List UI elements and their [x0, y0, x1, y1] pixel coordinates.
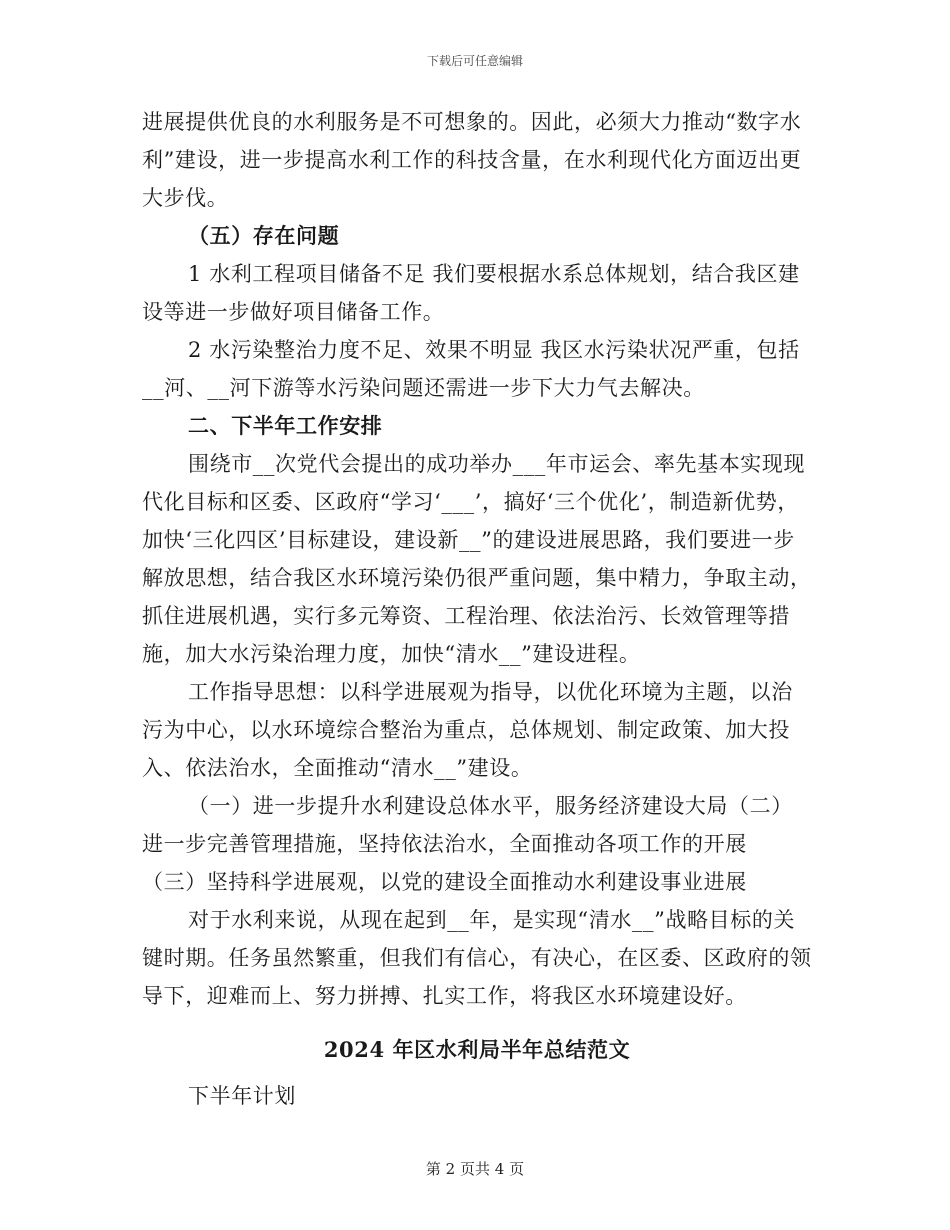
problem-item-2: 2 水污染整治力度不足、效果不明显 我区水污染状况严重，包括__河、__河下游等水污染问题还需进一步下大力气去解决。	[142, 338, 800, 400]
heading-second-half-plan: 二、下半年工作安排	[188, 413, 383, 438]
task-items-line-1: （一）进一步提升水利建设总体水平，服务经济建设大局（二）	[188, 794, 793, 818]
paragraph-guiding-thought: 工作指导思想：以科学进展观为指导，以优化环境为主题，以治污为中心，以水环境综合整治为重点，总体规划、制定政策、加大投入、依法治水，全面推动“清水__”建设。	[142, 680, 793, 780]
paragraph-task-items	[142, 787, 812, 901]
paragraph-digital-water: 进展提供优良的水利服务是不可想象的。因此，必须大力推动“数字水利”建设，进一步提高水利工作的科技含量，在水利现代化方面迈出更大步伐。	[142, 110, 802, 210]
problem-item-1: 1 水利工程项目储备不足 我们要根据水系总体规划，结合我区建设等进一步做好项目储备工作。	[142, 262, 800, 324]
page-header: 下载后可任意编辑	[426, 54, 523, 68]
heading-existing-problems: （五）存在问题	[188, 223, 340, 248]
document-title: 2024 年区水利局半年总结范文	[323, 1037, 631, 1062]
task-items-line-2: 进一步完善管理措施，坚持依法治水，全面推动各项工作的开展	[142, 832, 747, 856]
page-footer: 第 2 页共 4 页	[425, 1160, 525, 1178]
paragraph-next-plan: 下半年计划	[188, 1084, 296, 1108]
paragraph-conclusion: 对于水利来说，从现在起到__年，是实现“清水__”战略目标的关键时期。任务虽然繁重，但我们有信心，有决心，在区委、区政府的领导下，迎难而上、努力拼搏、扎实工作，将我区水环境建设好。	[142, 908, 812, 1008]
task-items-line-3: （三）坚持科学进展观，以党的建设全面推动水利建设事业进展	[142, 870, 747, 894]
document-body	[142, 103, 812, 1115]
paragraph-plan: 围绕市__次党代会提出的成功举办___年市运会、率先基本实现现代化目标和区委、区政府“学习‘___’，搞好‘三个优化’，制造新优势，加快‘三化四区’目标建设，建设新__”的建设进展思路，我们要进一步解放思想，结合我区水环境污染仍很严重问题，集中精力，争取主动，抓住进展机遇，实行多元筹资、工程治理、依法治污、长效管理等措施，加大水污染治理力度，加快“清水__”建设进程。	[142, 452, 812, 666]
